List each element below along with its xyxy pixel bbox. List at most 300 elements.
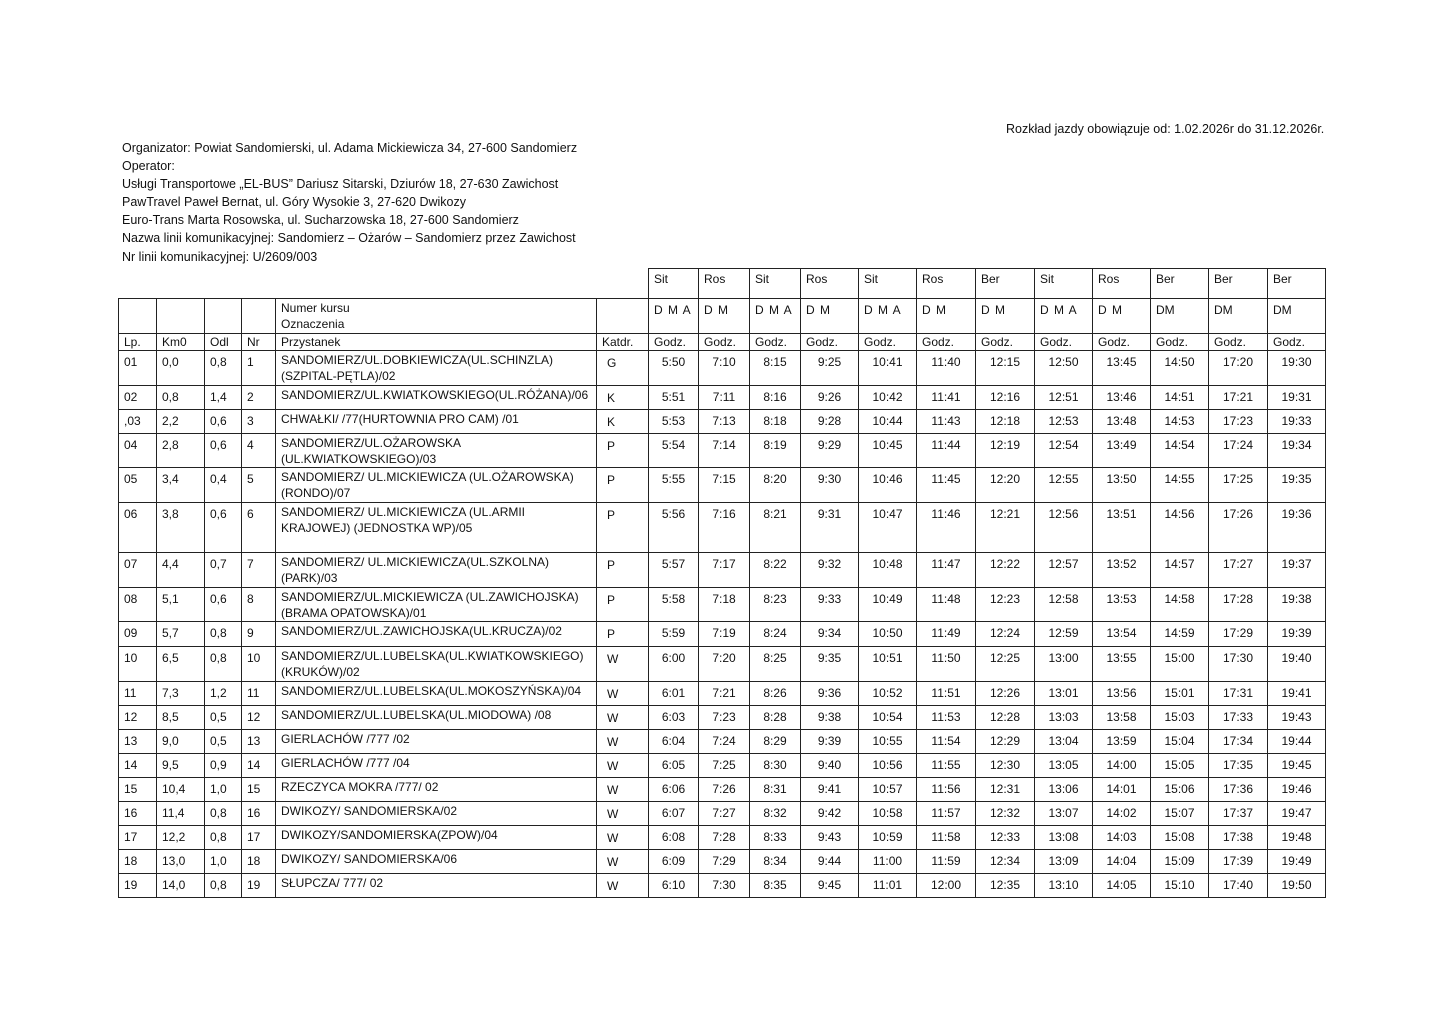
cell-departure-time: 17:31 — [1209, 682, 1268, 706]
col-header-lp: Lp. — [119, 334, 157, 351]
cell-departure-time: 19:38 — [1268, 588, 1326, 622]
cell-departure-time: 10:49 — [859, 588, 917, 622]
line-name: Nazwa linii komunikacyjnej: Sandomierz – Ożarów – Sandomierz przez Zawichost — [122, 231, 576, 246]
cell-lp: 08 — [119, 588, 157, 622]
cell-departure-time: 7:24 — [699, 730, 750, 754]
cell-departure-time: 14:02 — [1093, 802, 1151, 826]
cell-departure-time: 10:47 — [859, 503, 917, 553]
cell-departure-time: 11:40 — [917, 351, 976, 386]
cell-departure-time: 13:04 — [1035, 730, 1093, 754]
course-unit: Godz. — [649, 334, 699, 351]
cell-departure-time: 9:26 — [801, 386, 859, 410]
cell-departure-time: 8:22 — [750, 553, 801, 588]
cell-departure-time: 12:51 — [1035, 386, 1093, 410]
cell-departure-time: 9:38 — [801, 706, 859, 730]
course-unit: Godz. — [917, 334, 976, 351]
cell-departure-time: 17:20 — [1209, 351, 1268, 386]
cell-departure-time: 11:48 — [917, 588, 976, 622]
cell-category: W — [597, 874, 649, 898]
cell-km0: 7,3 — [157, 682, 205, 706]
cell-category: P — [597, 503, 649, 553]
cell-km0: 0,8 — [157, 386, 205, 410]
cell-km0: 9,5 — [157, 754, 205, 778]
cell-departure-time: 19:46 — [1268, 778, 1326, 802]
course-operator: Ros — [1093, 269, 1151, 299]
cell-stop-name: SANDOMIERZ/UL.KWIATKOWSKIEGO(UL.RÓŻANA)/06 — [276, 386, 597, 410]
cell-departure-time: 15:04 — [1151, 730, 1209, 754]
cell-departure-time: 6:00 — [649, 647, 699, 682]
cell-departure-time: 15:07 — [1151, 802, 1209, 826]
cell-departure-time: 8:30 — [750, 754, 801, 778]
cell-departure-time: 9:44 — [801, 850, 859, 874]
cell-departure-time: 17:27 — [1209, 553, 1268, 588]
table-row — [119, 802, 1326, 826]
cell-departure-time: 17:25 — [1209, 468, 1268, 503]
cell-odl: 0,5 — [205, 706, 242, 730]
cell-departure-time: 8:16 — [750, 386, 801, 410]
cell-departure-time: 11:54 — [917, 730, 976, 754]
course-operator: Ber — [1209, 269, 1268, 299]
cell-departure-time: 12:31 — [976, 778, 1035, 802]
cell-departure-time: 14:04 — [1093, 850, 1151, 874]
cell-departure-time: 8:29 — [750, 730, 801, 754]
col-header-nr: Nr — [242, 334, 276, 351]
cell-category: P — [597, 622, 649, 647]
cell-departure-time: 12:19 — [976, 434, 1035, 468]
cell-category: W — [597, 850, 649, 874]
cell-km0: 11,4 — [157, 802, 205, 826]
cell-departure-time: 17:38 — [1209, 826, 1268, 850]
cell-departure-time: 7:13 — [699, 410, 750, 434]
cell-departure-time: 13:55 — [1093, 647, 1151, 682]
table-row — [119, 826, 1326, 850]
cell-odl: 0,4 — [205, 468, 242, 503]
col-header-odl: Odl — [205, 334, 242, 351]
table-row — [119, 553, 1326, 588]
table-row — [119, 468, 1326, 503]
cell-departure-time: 15:03 — [1151, 706, 1209, 730]
cell-nr: 17 — [242, 826, 276, 850]
cell-departure-time: 10:50 — [859, 622, 917, 647]
course-marks: D M — [699, 299, 750, 334]
cell-odl: 0,9 — [205, 754, 242, 778]
cell-departure-time: 11:50 — [917, 647, 976, 682]
cell-odl: 0,8 — [205, 351, 242, 386]
cell-km0: 6,5 — [157, 647, 205, 682]
cell-category: P — [597, 588, 649, 622]
cell-departure-time: 11:59 — [917, 850, 976, 874]
cell-departure-time: 17:36 — [1209, 778, 1268, 802]
cell-departure-time: 11:47 — [917, 553, 976, 588]
cell-departure-time: 8:34 — [750, 850, 801, 874]
cell-departure-time: 12:16 — [976, 386, 1035, 410]
cell-departure-time: 10:58 — [859, 802, 917, 826]
cell-departure-time: 11:41 — [917, 386, 976, 410]
cell-departure-time: 13:46 — [1093, 386, 1151, 410]
cell-departure-time: 9:39 — [801, 730, 859, 754]
numer-kursu-label: Numer kursu — [281, 301, 350, 315]
cell-departure-time: 5:56 — [649, 503, 699, 553]
cell-departure-time: 5:53 — [649, 410, 699, 434]
cell-departure-time: 14:53 — [1151, 410, 1209, 434]
cell-departure-time: 12:33 — [976, 826, 1035, 850]
cell-departure-time: 9:34 — [801, 622, 859, 647]
cell-departure-time: 11:46 — [917, 503, 976, 553]
organizer-line: Organizator: Powiat Sandomierski, ul. Adama Mickiewicza 34, 27-600 Sandomierz — [122, 141, 578, 155]
cell-departure-time: 8:33 — [750, 826, 801, 850]
cell-departure-time: 6:09 — [649, 850, 699, 874]
cell-departure-time: 17:29 — [1209, 622, 1268, 647]
cell-departure-time: 8:15 — [750, 351, 801, 386]
cell-departure-time: 12:50 — [1035, 351, 1093, 386]
cell-stop-name: SANDOMIERZ/UL.LUBELSKA(UL.MIODOWA) /08 — [276, 706, 597, 730]
cell-departure-time: 13:56 — [1093, 682, 1151, 706]
cell-lp: 07 — [119, 553, 157, 588]
cell-departure-time: 13:48 — [1093, 410, 1151, 434]
marks-row — [119, 299, 1326, 334]
course-operator: Sit — [750, 269, 801, 299]
oznaczenia-label: Oznaczenia — [281, 317, 345, 331]
course-operator: Ber — [976, 269, 1035, 299]
cell-stop-name: SANDOMIERZ/UL.MICKIEWICZA (UL.ZAWICHOJSKA) (BRAMA OPATOWSKA)/01 — [276, 588, 597, 622]
cell-odl: 0,8 — [205, 826, 242, 850]
cell-nr: 1 — [242, 351, 276, 386]
cell-lp: 17 — [119, 826, 157, 850]
cell-departure-time: 15:06 — [1151, 778, 1209, 802]
cell-nr: 16 — [242, 802, 276, 826]
cell-departure-time: 12:20 — [976, 468, 1035, 503]
cell-departure-time: 12:15 — [976, 351, 1035, 386]
cell-nr: 4 — [242, 434, 276, 468]
cell-departure-time: 17:21 — [1209, 386, 1268, 410]
cell-departure-time: 9:36 — [801, 682, 859, 706]
cell-departure-time: 11:58 — [917, 826, 976, 850]
cell-departure-time: 11:53 — [917, 706, 976, 730]
cell-departure-time: 17:23 — [1209, 410, 1268, 434]
cell-nr: 19 — [242, 874, 276, 898]
cell-departure-time: 14:57 — [1151, 553, 1209, 588]
cell-departure-time: 7:21 — [699, 682, 750, 706]
table-row — [119, 434, 1326, 468]
cell-nr: 12 — [242, 706, 276, 730]
cell-departure-time: 19:48 — [1268, 826, 1326, 850]
cell-departure-time: 9:29 — [801, 434, 859, 468]
cell-departure-time: 5:59 — [649, 622, 699, 647]
cell-departure-time: 10:41 — [859, 351, 917, 386]
cell-departure-time: 19:30 — [1268, 351, 1326, 386]
cell-odl: 0,8 — [205, 874, 242, 898]
cell-lp: 18 — [119, 850, 157, 874]
course-marks: DM — [1151, 299, 1209, 334]
cell-departure-time: 5:58 — [649, 588, 699, 622]
course-unit: Godz. — [859, 334, 917, 351]
cell-category: W — [597, 802, 649, 826]
cell-departure-time: 9:43 — [801, 826, 859, 850]
cell-departure-time: 12:54 — [1035, 434, 1093, 468]
cell-departure-time: 14:00 — [1093, 754, 1151, 778]
course-operator: Ber — [1268, 269, 1326, 299]
cell-departure-time: 5:51 — [649, 386, 699, 410]
cell-departure-time: 19:40 — [1268, 647, 1326, 682]
cell-departure-time: 13:05 — [1035, 754, 1093, 778]
cell-departure-time: 7:16 — [699, 503, 750, 553]
cell-departure-time: 5:57 — [649, 553, 699, 588]
cell-departure-time: 14:55 — [1151, 468, 1209, 503]
cell-category: W — [597, 778, 649, 802]
cell-departure-time: 19:43 — [1268, 706, 1326, 730]
cell-km0: 12,2 — [157, 826, 205, 850]
cell-stop-name: SANDOMIERZ/UL.ZAWICHOJSKA(UL.KRUCZA)/02 — [276, 622, 597, 647]
cell-departure-time: 12:18 — [976, 410, 1035, 434]
cell-departure-time: 14:56 — [1151, 503, 1209, 553]
cell-departure-time: 8:28 — [750, 706, 801, 730]
table-row — [119, 778, 1326, 802]
cell-odl: 0,6 — [205, 410, 242, 434]
cell-departure-time: 9:42 — [801, 802, 859, 826]
cell-departure-time: 12:35 — [976, 874, 1035, 898]
cell-departure-time: 14:03 — [1093, 826, 1151, 850]
cell-km0: 8,5 — [157, 706, 205, 730]
course-operator: Ros — [801, 269, 859, 299]
cell-departure-time: 12:56 — [1035, 503, 1093, 553]
cell-departure-time: 13:58 — [1093, 706, 1151, 730]
cell-lp: 13 — [119, 730, 157, 754]
course-marks: D M — [1093, 299, 1151, 334]
cell-km0: 14,0 — [157, 874, 205, 898]
cell-departure-time: 8:32 — [750, 802, 801, 826]
course-operator: Sit — [1035, 269, 1093, 299]
course-unit: Godz. — [976, 334, 1035, 351]
cell-category: G — [597, 351, 649, 386]
cell-km0: 5,7 — [157, 622, 205, 647]
cell-departure-time: 5:55 — [649, 468, 699, 503]
cell-departure-time: 12:53 — [1035, 410, 1093, 434]
cell-nr: 10 — [242, 647, 276, 682]
cell-departure-time: 9:40 — [801, 754, 859, 778]
column-header-row — [119, 334, 1326, 351]
cell-odl: 1,0 — [205, 850, 242, 874]
cell-departure-time: 13:49 — [1093, 434, 1151, 468]
cell-departure-time: 13:09 — [1035, 850, 1093, 874]
cell-odl: 1,0 — [205, 778, 242, 802]
cell-departure-time: 12:28 — [976, 706, 1035, 730]
table-row — [119, 386, 1326, 410]
course-header-cell — [276, 299, 597, 334]
operator-row — [119, 269, 1326, 299]
cell-departure-time: 9:28 — [801, 410, 859, 434]
cell-departure-time: 12:25 — [976, 647, 1035, 682]
cell-departure-time: 10:54 — [859, 706, 917, 730]
cell-lp: ,03 — [119, 410, 157, 434]
cell-lp: 15 — [119, 778, 157, 802]
course-operator: Sit — [649, 269, 699, 299]
cell-km0: 5,1 — [157, 588, 205, 622]
cell-stop-name: DWIKOZY/SANDOMIERSKA(ZPOW)/04 — [276, 826, 597, 850]
cell-departure-time: 6:03 — [649, 706, 699, 730]
cell-departure-time: 19:34 — [1268, 434, 1326, 468]
timetable — [118, 268, 1326, 898]
cell-departure-time: 7:20 — [699, 647, 750, 682]
table-row — [119, 754, 1326, 778]
cell-stop-name: GIERLACHÓW /777 /02 — [276, 730, 597, 754]
cell-departure-time: 12:22 — [976, 553, 1035, 588]
cell-departure-time: 10:55 — [859, 730, 917, 754]
cell-departure-time: 7:17 — [699, 553, 750, 588]
cell-departure-time: 11:01 — [859, 874, 917, 898]
cell-category: W — [597, 826, 649, 850]
cell-departure-time: 6:04 — [649, 730, 699, 754]
operator-line: PawTravel Paweł Bernat, ul. Góry Wysokie 3, 27-620 Dwikozy — [122, 195, 467, 210]
cell-departure-time: 19:47 — [1268, 802, 1326, 826]
course-operator: Ber — [1151, 269, 1209, 299]
cell-departure-time: 12:24 — [976, 622, 1035, 647]
cell-departure-time: 7:29 — [699, 850, 750, 874]
cell-departure-time: 7:23 — [699, 706, 750, 730]
cell-stop-name: SANDOMIERZ/UL.LUBELSKA(UL.KWIATKOWSKIEGO) (KRUKÓW)/02 — [276, 647, 597, 682]
cell-lp: 16 — [119, 802, 157, 826]
cell-lp: 19 — [119, 874, 157, 898]
cell-departure-time: 12:23 — [976, 588, 1035, 622]
cell-departure-time: 12:30 — [976, 754, 1035, 778]
cell-nr: 15 — [242, 778, 276, 802]
cell-stop-name: DWIKOZY/ SANDOMIERSKA/02 — [276, 802, 597, 826]
cell-departure-time: 12:55 — [1035, 468, 1093, 503]
cell-departure-time: 7:26 — [699, 778, 750, 802]
cell-departure-time: 10:56 — [859, 754, 917, 778]
cell-lp: 11 — [119, 682, 157, 706]
cell-departure-time: 9:31 — [801, 503, 859, 553]
cell-departure-time: 17:34 — [1209, 730, 1268, 754]
cell-stop-name: SANDOMIERZ/UL.LUBELSKA(UL.MOKOSZYŃSKA)/04 — [276, 682, 597, 706]
cell-category: W — [597, 706, 649, 730]
cell-lp: 02 — [119, 386, 157, 410]
line-number: Nr linii komunikacyjnej: U/2609/003 — [122, 249, 318, 264]
cell-stop-name: SANDOMIERZ/UL.OŻAROWSKA (UL.KWIATKOWSKIEGO)/03 — [276, 434, 597, 468]
cell-stop-name: SANDOMIERZ/ UL.MICKIEWICZA (UL.OŻAROWSKA)(RONDO)/07 — [276, 468, 597, 503]
cell-departure-time: 12:00 — [917, 874, 976, 898]
cell-departure-time: 14:51 — [1151, 386, 1209, 410]
course-unit: Godz. — [750, 334, 801, 351]
cell-departure-time: 5:54 — [649, 434, 699, 468]
cell-departure-time: 19:45 — [1268, 754, 1326, 778]
cell-category: W — [597, 730, 649, 754]
cell-odl: 0,6 — [205, 503, 242, 553]
cell-departure-time: 13:51 — [1093, 503, 1151, 553]
table-row — [119, 622, 1326, 647]
cell-departure-time: 13:00 — [1035, 647, 1093, 682]
cell-departure-time: 14:50 — [1151, 351, 1209, 386]
cell-lp: 04 — [119, 434, 157, 468]
cell-odl: 0,8 — [205, 802, 242, 826]
cell-departure-time: 13:54 — [1093, 622, 1151, 647]
cell-departure-time: 6:08 — [649, 826, 699, 850]
cell-departure-time: 11:44 — [917, 434, 976, 468]
cell-departure-time: 12:59 — [1035, 622, 1093, 647]
cell-departure-time: 14:58 — [1151, 588, 1209, 622]
cell-departure-time: 9:30 — [801, 468, 859, 503]
cell-odl: 0,6 — [205, 588, 242, 622]
operator-label: Operator: — [122, 159, 175, 174]
cell-nr: 5 — [242, 468, 276, 503]
cell-category: P — [597, 553, 649, 588]
cell-departure-time: 12:21 — [976, 503, 1035, 553]
cell-nr: 7 — [242, 553, 276, 588]
cell-lp: 12 — [119, 706, 157, 730]
cell-departure-time: 10:48 — [859, 553, 917, 588]
cell-category: P — [597, 468, 649, 503]
cell-nr: 3 — [242, 410, 276, 434]
cell-lp: 14 — [119, 754, 157, 778]
cell-departure-time: 19:50 — [1268, 874, 1326, 898]
cell-km0: 9,0 — [157, 730, 205, 754]
cell-lp: 06 — [119, 503, 157, 553]
cell-nr: 6 — [242, 503, 276, 553]
course-marks: D M A — [1035, 299, 1093, 334]
cell-category: W — [597, 682, 649, 706]
cell-departure-time: 7:11 — [699, 386, 750, 410]
cell-departure-time: 7:27 — [699, 802, 750, 826]
cell-departure-time: 17:30 — [1209, 647, 1268, 682]
cell-departure-time: 13:53 — [1093, 588, 1151, 622]
cell-departure-time: 10:57 — [859, 778, 917, 802]
cell-departure-time: 19:44 — [1268, 730, 1326, 754]
cell-departure-time: 12:34 — [976, 850, 1035, 874]
cell-departure-time: 8:19 — [750, 434, 801, 468]
cell-departure-time: 15:00 — [1151, 647, 1209, 682]
cell-km0: 3,8 — [157, 503, 205, 553]
cell-departure-time: 13:52 — [1093, 553, 1151, 588]
cell-nr: 14 — [242, 754, 276, 778]
cell-lp: 01 — [119, 351, 157, 386]
table-row — [119, 410, 1326, 434]
table-row — [119, 647, 1326, 682]
course-unit: Godz. — [1268, 334, 1326, 351]
course-marks: D M — [801, 299, 859, 334]
cell-departure-time: 9:25 — [801, 351, 859, 386]
cell-departure-time: 8:18 — [750, 410, 801, 434]
cell-lp: 10 — [119, 647, 157, 682]
table-row — [119, 874, 1326, 898]
table-row — [119, 588, 1326, 622]
cell-departure-time: 13:08 — [1035, 826, 1093, 850]
cell-departure-time: 13:03 — [1035, 706, 1093, 730]
cell-departure-time: 11:51 — [917, 682, 976, 706]
cell-departure-time: 10:51 — [859, 647, 917, 682]
cell-departure-time: 19:39 — [1268, 622, 1326, 647]
cell-departure-time: 9:32 — [801, 553, 859, 588]
cell-departure-time: 19:41 — [1268, 682, 1326, 706]
table-row — [119, 351, 1326, 386]
cell-departure-time: 6:10 — [649, 874, 699, 898]
cell-departure-time: 7:19 — [699, 622, 750, 647]
cell-departure-time: 10:42 — [859, 386, 917, 410]
cell-departure-time: 17:26 — [1209, 503, 1268, 553]
cell-stop-name: SANDOMIERZ/ UL.MICKIEWICZA (UL.ARMII KRAJOWEJ) (JEDNOSTKA WP)/05 — [276, 503, 597, 553]
cell-departure-time: 8:20 — [750, 468, 801, 503]
cell-departure-time: 12:26 — [976, 682, 1035, 706]
cell-departure-time: 13:59 — [1093, 730, 1151, 754]
cell-stop-name: SANDOMIERZ/ UL.MICKIEWICZA(UL.SZKOLNA)(PARK)/03 — [276, 553, 597, 588]
cell-category: W — [597, 754, 649, 778]
cell-stop-name: GIERLACHÓW /777 /04 — [276, 754, 597, 778]
cell-departure-time: 7:28 — [699, 826, 750, 850]
cell-departure-time: 17:33 — [1209, 706, 1268, 730]
cell-departure-time: 17:40 — [1209, 874, 1268, 898]
course-unit: Godz. — [699, 334, 750, 351]
operator-line: Usługi Transportowe „EL-BUS” Dariusz Sitarski, Dziurów 18, 27-630 Zawichost — [122, 177, 559, 192]
operator-line: Euro-Trans Marta Rosowska, ul. Sucharzowska 18, 27-600 Sandomierz — [122, 213, 519, 228]
course-unit: Godz. — [1093, 334, 1151, 351]
